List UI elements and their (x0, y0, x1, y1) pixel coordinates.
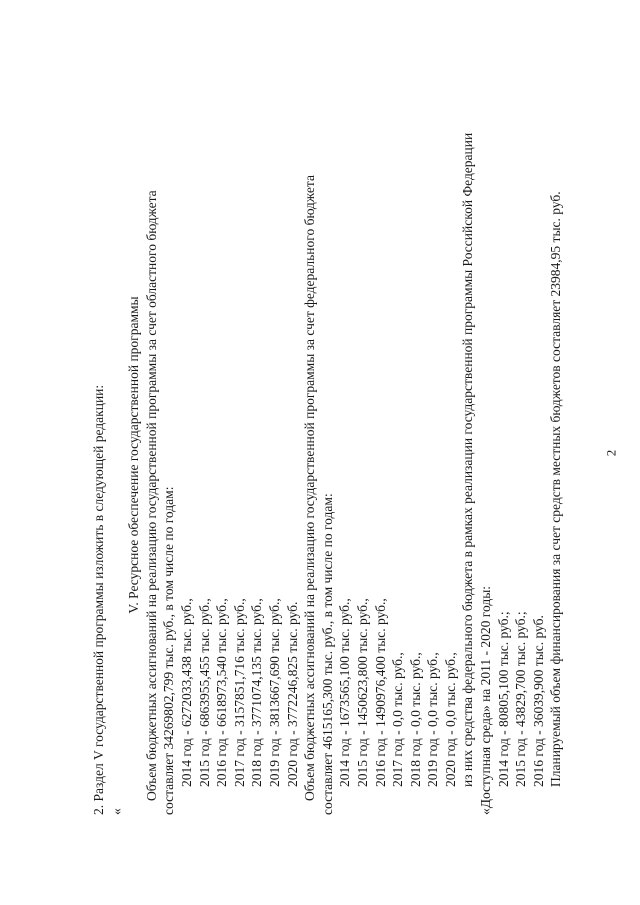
rotated-document-body (90, 95, 565, 815)
section-title: V. Ресурсное обеспечение государственной программы (126, 296, 142, 614)
federal-year-row: 2015 год - 1450623,800 тыс. руб., (354, 598, 370, 787)
accessible-env-year-row: 2015 год - 43829,700 тыс. руб.; (513, 611, 529, 787)
federal-year-row: 2018 год - 0,0 тыс. руб., (407, 652, 423, 787)
federal-year-row: 2014 год - 1673565,100 тыс. руб., (337, 598, 353, 787)
federal-year-row: 2016 год - 1490976,400 тыс. руб., (372, 598, 388, 787)
regional-year-row: 2018 год - 3771074,135 тыс. руб., (249, 598, 265, 787)
section-intro: 2. Раздел V государственной программы изложить в следующей редакции: (91, 384, 106, 815)
local-budget-line: Планируемый объем финансирования за счет средств местных бюджетов составляет 23984,95 тыс. руб. (548, 191, 564, 787)
accessible-env-year-row: 2014 год - 80805,100 тыс. руб.; (495, 611, 511, 787)
federal-year-row: 2019 год - 0,0 тыс. руб., (425, 652, 441, 787)
regional-budget-line1: Объем бюджетных ассигнований на реализацию государственной программы за счет областного бюджета (143, 190, 159, 801)
federal-year-row: 2020 год - 0,0 тыс. руб., (442, 652, 458, 787)
regional-year-row: 2020 год - 3772246,825 тыс. руб. (284, 601, 300, 787)
page-number: 2 (603, 449, 619, 457)
regional-year-row: 2017 год - 3157851,716 тыс. руб., (231, 598, 247, 787)
accessible-env-line2: «Доступная среда» на 2011 - 2020 годы: (478, 585, 494, 815)
regional-year-row: 2019 год - 3813667,690 тыс. руб., (266, 598, 282, 787)
federal-budget-line2: составляет 4615165,300 тыс. руб., в том числе по годам: (319, 493, 335, 815)
regional-budget-line2: составляет 34269802,799 тыс. руб., в том числе по годам: (161, 486, 177, 815)
regional-year-row: 2016 год - 6618973,540 тыс. руб., (214, 598, 230, 787)
regional-year-row: 2015 год - 6863955,455 тыс. руб., (196, 598, 212, 787)
accessible-env-line1: из них средства федерального бюджета в рамках реализации государственной программы Российской Федерации (460, 132, 476, 787)
federal-year-row: 2017 год - 0,0 тыс. руб., (390, 652, 406, 787)
opening-quote-mark: « (108, 808, 124, 815)
accessible-env-year-row: 2016 год - 36039,900 тыс. руб. (530, 615, 546, 787)
regional-year-row: 2014 год - 6272033,438 тыс. руб., (178, 598, 194, 787)
federal-budget-line1: Объем бюджетных ассигнований на реализацию государственной программы за счет федерального бюджета (302, 175, 318, 801)
